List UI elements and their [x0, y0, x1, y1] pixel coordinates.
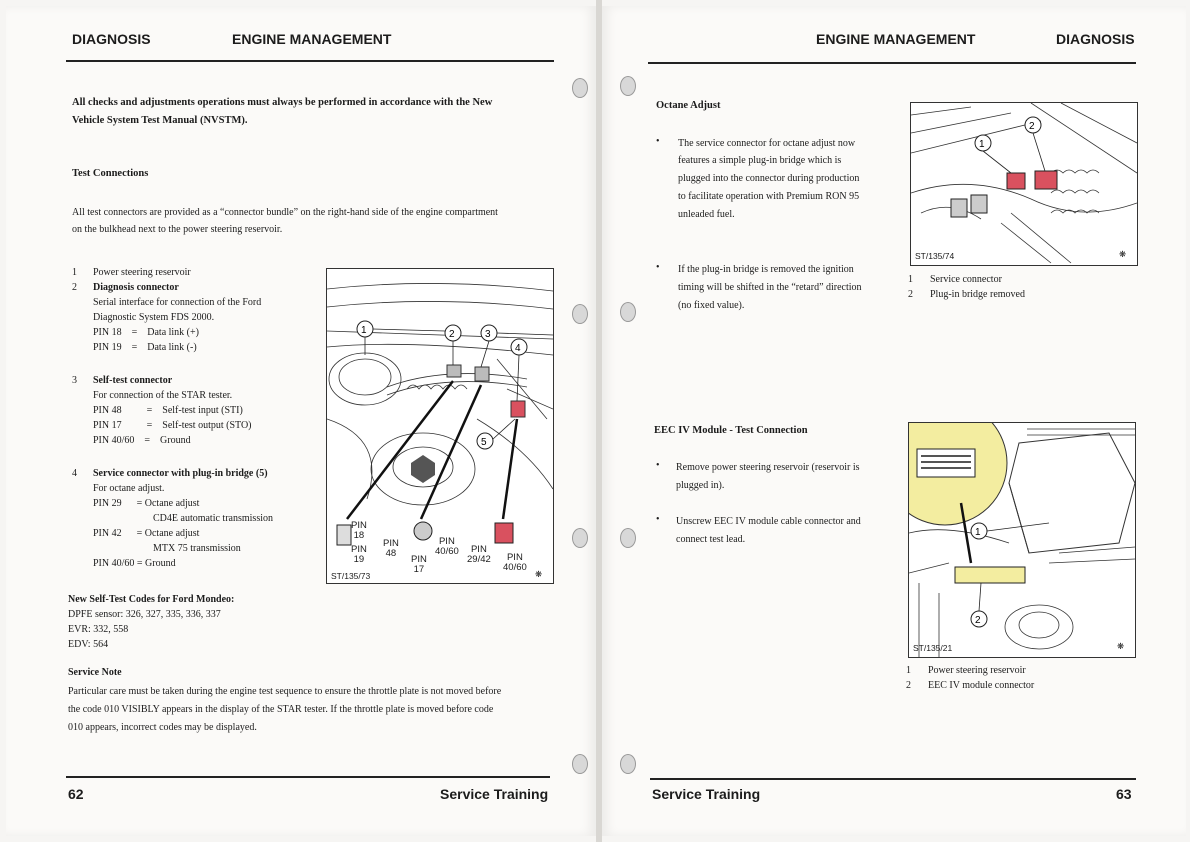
- eec-heading: EEC IV Module - Test Connection: [654, 425, 808, 436]
- figure-code: ST/135/74: [915, 251, 955, 261]
- eec-bullet-1-line-2: plugged in).: [676, 480, 725, 491]
- footer-rule: [650, 778, 1136, 780]
- item-4-line-6: MTX 75 transmission: [153, 543, 241, 554]
- eec-bullet-2-line-2: connect test lead.: [676, 534, 746, 545]
- callout-1: 1: [361, 325, 367, 336]
- item-2-line-2: Serial interface for connection of the Ford: [93, 297, 262, 308]
- fig1-legend-num-1: 1: [908, 274, 913, 285]
- eec-bullet-1-line-1: Remove power steering reservoir (reservoir is: [676, 462, 860, 473]
- octane-bullet-1-line-5: unleaded fuel.: [678, 209, 735, 220]
- octane-heading: Octane Adjust: [656, 100, 721, 111]
- fig2-legend-text-2: EEC IV module connector: [928, 680, 1035, 691]
- eec-bullet-2-line-1: Unscrew EEC IV module cable connector and: [676, 516, 861, 527]
- diagnosis-connector-icon: [337, 525, 351, 545]
- header-section: DIAGNOSIS: [1056, 31, 1135, 47]
- item-2-line-3: Diagnostic System FDS 2000.: [93, 312, 215, 323]
- header-section: DIAGNOSIS: [72, 31, 151, 47]
- item-4-line-2: For octane adjust.: [93, 483, 165, 494]
- item-3-line-3: PIN 48 = Self-test input (STI): [93, 405, 243, 416]
- self-test-line-3: EDV: 564: [68, 639, 109, 650]
- intro-line-2: Vehicle System Test Manual (NVSTM).: [72, 115, 248, 126]
- fig2-legend-text-1: Power steering reservoir: [928, 665, 1026, 676]
- callout-3: 3: [485, 329, 491, 340]
- service-note-line-3: 010 appears, incorrect codes may be displayed.: [68, 722, 257, 733]
- pin-40-60-label-a: PIN 40/60: [435, 536, 459, 557]
- octane-bullet-2-line-1: If the plug-in bridge is removed the ignition: [678, 264, 854, 275]
- fig2-legend-num-2: 2: [906, 680, 911, 691]
- fig1-legend-text-1: Service connector: [930, 274, 1002, 285]
- service-connector-icon: [495, 523, 513, 543]
- fig2-legend-num-1: 1: [906, 665, 911, 676]
- eec-module-figure: [908, 422, 1136, 658]
- octane-bullet-2-line-2: timing will be shifted in the “retard” direction: [678, 282, 862, 293]
- binder-hole: [620, 76, 636, 96]
- ford-logo-icon: ❋: [1117, 641, 1125, 651]
- callout-2: 2: [1029, 121, 1035, 132]
- binder-hole: [572, 304, 588, 324]
- item-2-line-5: PIN 19 = Data link (-): [93, 342, 197, 353]
- item-4-line-7: PIN 40/60 = Ground: [93, 558, 176, 569]
- pin-48-label: PIN 48: [383, 538, 399, 559]
- item-3-line-2: For connection of the STAR tester.: [93, 390, 233, 401]
- callout-1: 1: [975, 527, 981, 538]
- item-3-line-5: PIN 40/60 = Ground: [93, 435, 191, 446]
- pin-17-label: PIN 17: [411, 554, 427, 575]
- bullet-icon: •: [656, 460, 660, 471]
- binder-hole: [620, 528, 636, 548]
- fig1-legend-num-2: 2: [908, 289, 913, 300]
- pin-29-42-label: PIN 29/42: [467, 544, 491, 565]
- callout-5: 5: [481, 437, 487, 448]
- service-note-heading: Service Note: [68, 667, 122, 678]
- footer-text: Service Training: [652, 786, 761, 802]
- right-page: [602, 6, 1186, 836]
- footer-text: Service Training: [440, 786, 549, 802]
- header-rule: [648, 62, 1136, 64]
- item-num-3: 3: [72, 375, 77, 386]
- ford-logo-icon: ❋: [535, 569, 543, 579]
- intro-line-1: All checks and adjustments operations must always be performed in accordance with the New: [72, 97, 493, 108]
- self-test-connector-icon: [414, 522, 432, 540]
- self-test-heading: New Self-Test Codes for Ford Mondeo:: [68, 594, 235, 605]
- self-test-line-2: EVR: 332, 558: [68, 624, 129, 635]
- left-page: [6, 6, 596, 836]
- item-4-line-5: PIN 42 = Octane adjust: [93, 528, 200, 539]
- header-rule: [66, 60, 554, 62]
- bullet-icon: •: [656, 262, 660, 273]
- header-title: ENGINE MANAGEMENT: [232, 31, 392, 47]
- pin-19-label: PIN 19: [351, 544, 367, 565]
- item-num-1: 1: [72, 267, 77, 278]
- binder-hole: [572, 78, 588, 98]
- test-connections-line-1: All test connectors are provided as a “connector bundle” on the right-hand side of the engine compartment: [72, 207, 498, 218]
- item-3-line-1: Self-test connector: [93, 375, 173, 386]
- service-connector-drawing: [911, 103, 1137, 265]
- pin-40-60-label-b: PIN 40/60: [503, 552, 527, 573]
- callout-2: 2: [975, 615, 981, 626]
- binder-hole: [572, 754, 588, 774]
- test-connections-heading: Test Connections: [72, 168, 149, 179]
- item-2-line-4: PIN 18 = Data link (+): [93, 327, 199, 338]
- engine-bay-figure: [326, 268, 554, 584]
- item-4-line-4: CD4E automatic transmission: [153, 513, 273, 524]
- item-num-2: 2: [72, 282, 77, 293]
- callout-4: 4: [515, 343, 521, 354]
- test-connections-line-2: on the bulkhead next to the power steering reservoir.: [72, 224, 283, 235]
- item-3-line-4: PIN 17 = Self-test output (STO): [93, 420, 252, 431]
- octane-bullet-1-line-3: plugged into the connector during production: [678, 173, 860, 184]
- callout-1: 1: [979, 139, 985, 150]
- ford-logo-icon: ❋: [1119, 249, 1127, 259]
- octane-bullet-2-line-3: (no fixed value).: [678, 300, 745, 311]
- figure-code: ST/135/73: [331, 571, 371, 581]
- service-note-line-2: the code 010 VISIBLY appears in the display of the STAR tester. If the throttle plate is moved before code: [68, 704, 494, 715]
- item-2-line-1: Diagnosis connector: [93, 282, 179, 293]
- octane-bullet-1-line-2: features a simple plug-in bridge which is: [678, 155, 842, 166]
- figure-code: ST/135/21: [913, 643, 953, 653]
- service-connector-figure: [910, 102, 1138, 266]
- page-number: 63: [1116, 786, 1132, 802]
- binder-hole: [620, 302, 636, 322]
- item-num-4: 4: [72, 468, 77, 479]
- bullet-icon: •: [656, 514, 660, 525]
- pin-18-label: PIN 18: [351, 520, 367, 541]
- item-1-line-1: Power steering reservoir: [93, 267, 191, 278]
- octane-bullet-1-line-4: to facilitate operation with Premium RON 95: [678, 191, 860, 202]
- item-4-line-3: PIN 29 = Octane adjust: [93, 498, 200, 509]
- self-test-line-1: DPFE sensor: 326, 327, 335, 336, 337: [68, 609, 221, 620]
- binder-hole: [620, 754, 636, 774]
- footer-rule: [66, 776, 550, 778]
- bullet-icon: •: [656, 136, 660, 147]
- callout-2: 2: [449, 329, 455, 340]
- item-4-line-1: Service connector with plug-in bridge (5): [93, 468, 268, 479]
- header-title: ENGINE MANAGEMENT: [816, 31, 976, 47]
- octane-bullet-1-line-1: The service connector for octane adjust now: [678, 138, 856, 149]
- fig1-legend-text-2: Plug-in bridge removed: [930, 289, 1025, 300]
- eec-module-drawing: [909, 423, 1135, 657]
- service-note-line-1: Particular care must be taken during the engine test sequence to ensure the throttle plate is not moved before: [68, 686, 502, 697]
- binder-hole: [572, 528, 588, 548]
- page-number: 62: [68, 786, 84, 802]
